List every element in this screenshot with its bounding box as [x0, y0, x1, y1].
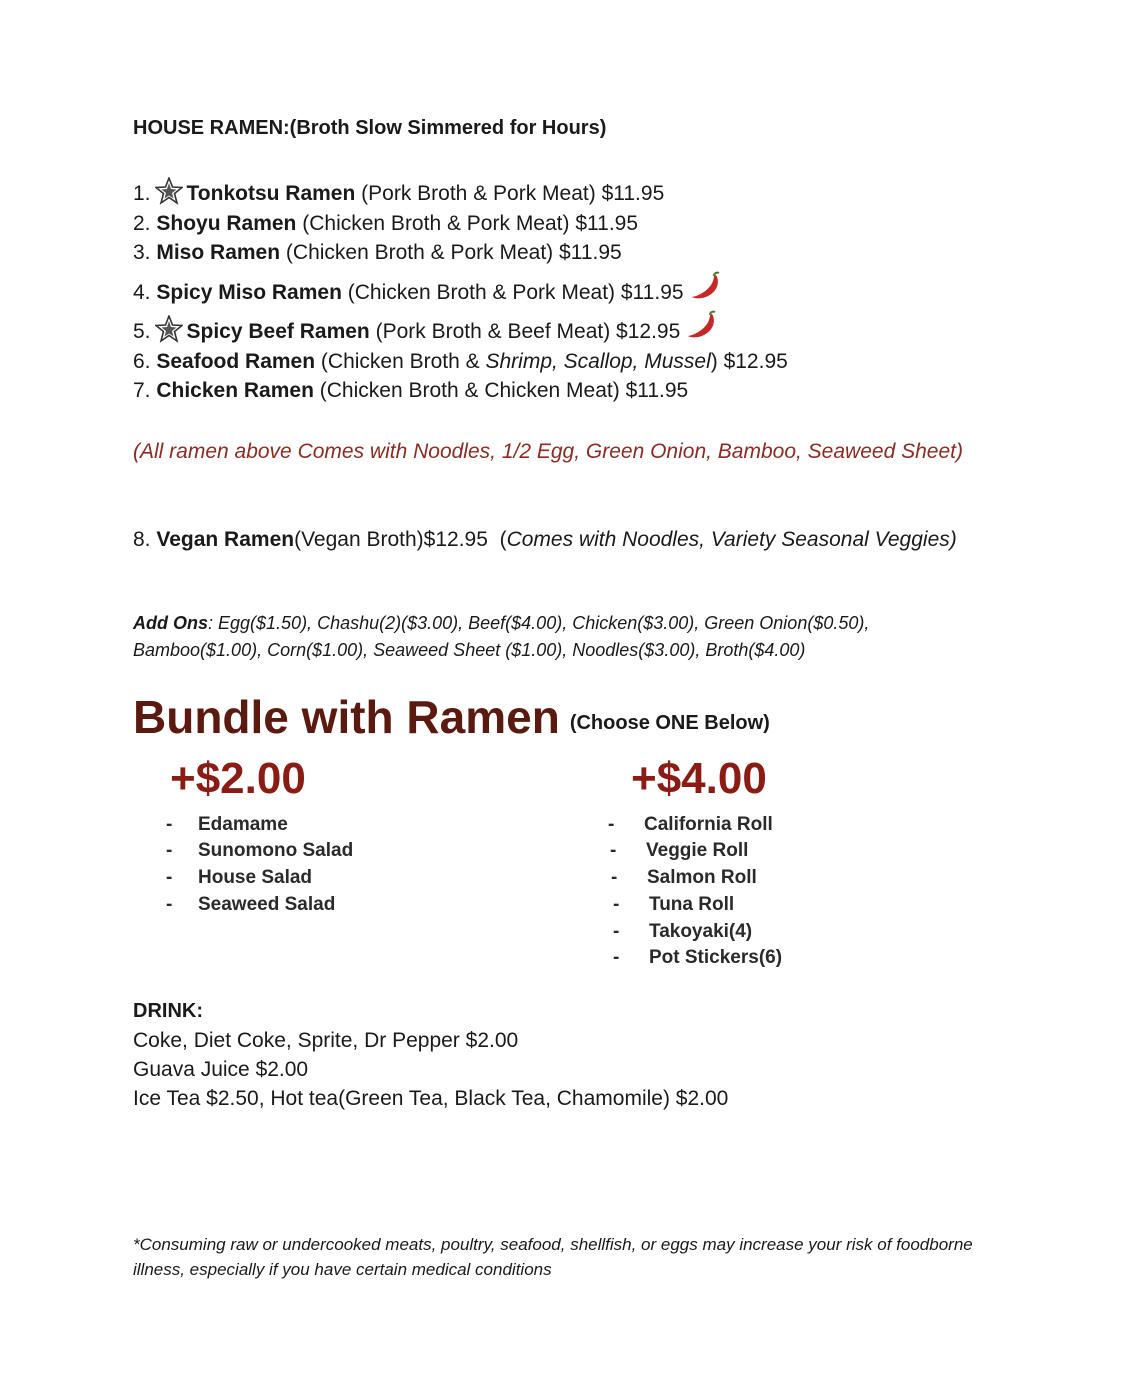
item-note-open: ( [499, 528, 507, 551]
option-label: Veggie Roll [646, 840, 749, 861]
ramen-item-1 [133, 182, 664, 206]
item-name: Miso Ramen [156, 241, 281, 264]
option-label: Salmon Roll [647, 867, 757, 888]
item-name: Tonkotsu Ramen [186, 182, 356, 205]
item-number: 6. [133, 350, 151, 373]
ramen-item-4 [133, 281, 724, 305]
list-dash: - [613, 921, 620, 942]
drink-heading: DRINK: [133, 1000, 203, 1022]
item-price: $12.95 [723, 350, 788, 373]
option-label: Takoyaki(4) [649, 921, 753, 942]
ramen-item-6 [133, 350, 788, 374]
bundle-subtitle: (Choose ONE Below) [569, 712, 770, 734]
item-price: $11.95 [625, 379, 689, 402]
item-number: 3. [133, 241, 151, 264]
item-number: 1. [133, 182, 151, 205]
ramen-item-5 [133, 320, 720, 344]
bundle-option [611, 867, 757, 889]
item-name: Seafood Ramen [156, 350, 316, 373]
option-label: House Salad [198, 867, 313, 888]
item-desc: (Vegan Broth)$12.95 [294, 528, 488, 551]
star-icon [155, 177, 183, 205]
bundle-heading: Bundle with Ramen [133, 691, 560, 743]
list-dash: - [608, 814, 615, 835]
item-desc: (Chicken Broth & Pork Meat) [285, 241, 554, 264]
list-dash: - [613, 894, 620, 915]
list-dash: - [166, 894, 173, 915]
item-desc-close: ) [710, 350, 718, 373]
vegan-ramen-item [133, 525, 963, 554]
disclaimer: *Consuming raw or undercooked meats, poultry, seafood, shellfish, or eggs may increase your risk of foodborne illness, especially if you have certain medical conditions [133, 1235, 973, 1279]
section-heading: HOUSE RAMEN:(Broth Slow Simmered for Hours) [133, 117, 607, 139]
item-desc: (Pork Broth & Beef Meat) [375, 320, 611, 343]
list-dash: - [610, 840, 617, 861]
drink-line: Guava Juice $2.00 [133, 1058, 309, 1081]
option-label: California Roll [644, 814, 773, 835]
item-desc: (Pork Broth & Pork Meat) [361, 182, 596, 205]
option-label: Seaweed Salad [198, 894, 336, 915]
bundle-option [166, 867, 312, 889]
item-desc: (Chicken Broth & Chicken Meat) [319, 379, 620, 402]
bundle-price-right: +$4.00 [631, 754, 767, 803]
item-name: Shoyu Ramen [156, 212, 297, 235]
item-price: $12.95 [616, 320, 681, 343]
bundle-option [613, 947, 782, 969]
item-desc-italic: Shrimp, Scallop, Mussel [485, 350, 711, 373]
option-label: Edamame [198, 814, 288, 835]
bundle-option [166, 814, 288, 836]
bundle-option [610, 840, 748, 862]
chili-pepper-icon [690, 271, 724, 301]
list-dash: - [611, 867, 618, 888]
bundle-option [613, 894, 734, 916]
bundle-option [613, 921, 752, 943]
item-desc: (Chicken Broth & Pork Meat) [302, 212, 570, 235]
ramen-item-7 [133, 379, 688, 403]
drink-line: Coke, Diet Coke, Sprite, Dr Pepper $2.00 [133, 1029, 519, 1052]
item-price: $11.95 [559, 241, 622, 264]
chili-pepper-icon [686, 310, 720, 340]
bundle-price-left: +$2.00 [170, 754, 306, 803]
option-label: Tuna Roll [649, 894, 735, 915]
item-number: 7. [133, 379, 151, 402]
item-name: Vegan Ramen [156, 528, 295, 551]
item-desc: (Chicken Broth & Pork Meat) [347, 281, 616, 304]
item-price: $11.95 [620, 281, 684, 304]
item-desc: (Chicken Broth & [320, 350, 486, 373]
ramen-item-2 [133, 212, 638, 236]
star-icon [155, 315, 183, 343]
option-label: Pot Stickers(6) [649, 947, 783, 968]
item-note: Comes with Noodles, Variety Seasonal Veggies) [506, 528, 957, 551]
add-ons-list: : Egg($1.50), Chashu(2)($3.00), Beef($4.00), Chicken($3.00), Green Onion($0.50), Bamboo($1.00), Corn($1.00), Seaweed Sheet ($1.00), Noodles($3.00), Broth($4.00) [133, 613, 870, 660]
ramen-item-3 [133, 241, 622, 265]
list-dash: - [166, 840, 173, 861]
item-number: 5. [133, 320, 151, 343]
add-ons [133, 610, 973, 664]
bundle-option [608, 814, 773, 836]
item-name: Chicken Ramen [156, 379, 314, 402]
bundle-option [166, 894, 335, 916]
list-dash: - [613, 947, 620, 968]
list-dash: - [166, 867, 173, 888]
option-label: Sunomono Salad [198, 840, 354, 861]
item-number: 8. [133, 528, 151, 551]
list-dash: - [166, 814, 173, 835]
drink-line: Ice Tea $2.50, Hot tea(Green Tea, Black Tea, Chamomile) $2.00 [133, 1087, 729, 1110]
bundle-option [166, 840, 353, 862]
ramen-includes-note: (All ramen above Comes with Noodles, 1/2 Egg, Green Onion, Bamboo, Seaweed Sheet) [133, 440, 963, 463]
item-price: $11.95 [575, 212, 639, 235]
bundle-title [133, 690, 770, 744]
item-price: $11.95 [601, 182, 665, 205]
add-ons-label: Add Ons [133, 613, 208, 633]
item-name: Spicy Miso Ramen [156, 281, 342, 304]
item-number: 2. [133, 212, 151, 235]
item-number: 4. [133, 281, 151, 304]
item-name: Spicy Beef Ramen [186, 320, 370, 343]
